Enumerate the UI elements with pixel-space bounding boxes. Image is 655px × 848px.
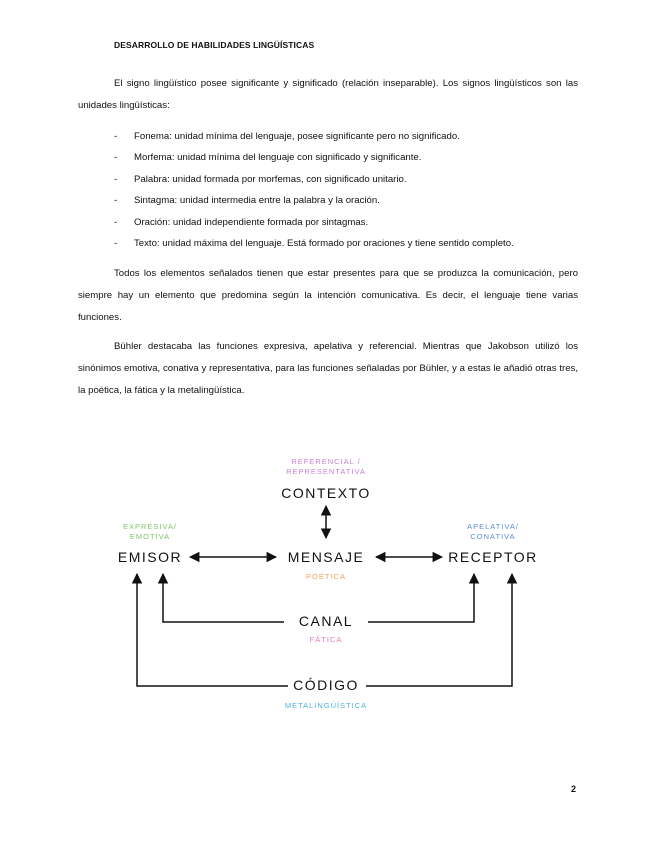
document-header: DESARROLLO DE HABILIDADES LINGÜÍSTICAS	[114, 40, 315, 50]
list-marker: -	[114, 195, 118, 207]
buhler-jakobson-paragraph	[78, 336, 578, 402]
list-item	[114, 169, 584, 190]
canal-label: CANAL	[298, 613, 354, 629]
list-item-text: Texto: unidad máxima del lenguaje. Está formado por oraciones y tiene sentido completo.	[134, 237, 514, 249]
page-number: 2	[571, 784, 577, 794]
list-item-text: Oración: unidad independiente formada por sintagmas.	[134, 216, 369, 228]
intro-paragraph	[78, 73, 578, 117]
communication-diagram	[0, 440, 655, 730]
receptor-label: RECEPTOR	[448, 549, 538, 565]
canal-emisor-arrow	[163, 574, 284, 622]
contexto-label: CONTEXTO	[281, 485, 371, 501]
buhler-jakobson-text: Bühler destacaba las funciones expresiva, apelativa y referencial. Mientras que Jakobson utilizó los sinónimos emotiva, conativa y representativa, para las funciones señaladas por Bühler, y a estas le añadió otras tres, la poética, la fática y la metalingüística.	[78, 341, 578, 396]
receptor-function-label-1: APELATIVA/	[467, 522, 519, 531]
emisor-label: EMISOR	[117, 549, 183, 565]
list-item	[114, 190, 584, 211]
canal-function-label: FÁTICA	[309, 635, 343, 644]
list-item-text: Palabra: unidad formada por morfemas, con significado unitario.	[134, 173, 407, 185]
list-item-text: Morfema: unidad mínima del lenguaje con significado y significante.	[134, 152, 422, 164]
functions-text: Todos los elementos señalados tienen que estar presentes para que se produzca la comunicación, pero siempre hay un elemento que predomina según la intención comunicativa. Es decir, el lenguaje tiene varias funciones.	[78, 268, 578, 323]
codigo-receptor-arrow	[366, 574, 512, 686]
list-item	[114, 147, 584, 168]
list-marker: -	[114, 152, 118, 164]
codigo-emisor-arrow	[137, 574, 288, 686]
intro-text: El signo lingüístico posee significante y significado (relación inseparable). Los signos lingüísticos son las unidades lingüísticas:	[78, 78, 578, 111]
list-marker: -	[114, 131, 118, 142]
list-marker: -	[114, 216, 118, 228]
contexto-function-label-2: REPRESENTATIVA	[286, 467, 366, 476]
list-item-text: Sintagma: unidad intermedia entre la palabra y la oración.	[134, 195, 380, 207]
list-item	[114, 126, 584, 147]
functions-paragraph	[78, 263, 578, 329]
emisor-function-label-2: EMOTIVA	[129, 532, 171, 541]
receptor-function-label-2: CONATIVA	[470, 532, 516, 541]
codigo-label: CÓDIGO	[293, 677, 359, 693]
codigo-function-label: METALINGÜÍSTICA	[284, 701, 368, 710]
list-item-text: Fonema: unidad mínima del lenguaje, posee significante pero no significado.	[134, 131, 460, 142]
list-item	[114, 212, 584, 233]
mensaje-function-label: POÉTICA	[306, 572, 346, 581]
contexto-function-label-1: REFERENCIAL /	[291, 457, 361, 466]
list-marker: -	[114, 173, 118, 185]
emisor-function-label-1: EXPRESIVA/	[122, 522, 178, 531]
unit-list	[114, 126, 584, 254]
canal-receptor-arrow	[368, 574, 474, 622]
list-item	[114, 233, 584, 254]
mensaje-label: MENSAJE	[287, 549, 365, 565]
list-marker: -	[114, 237, 118, 249]
